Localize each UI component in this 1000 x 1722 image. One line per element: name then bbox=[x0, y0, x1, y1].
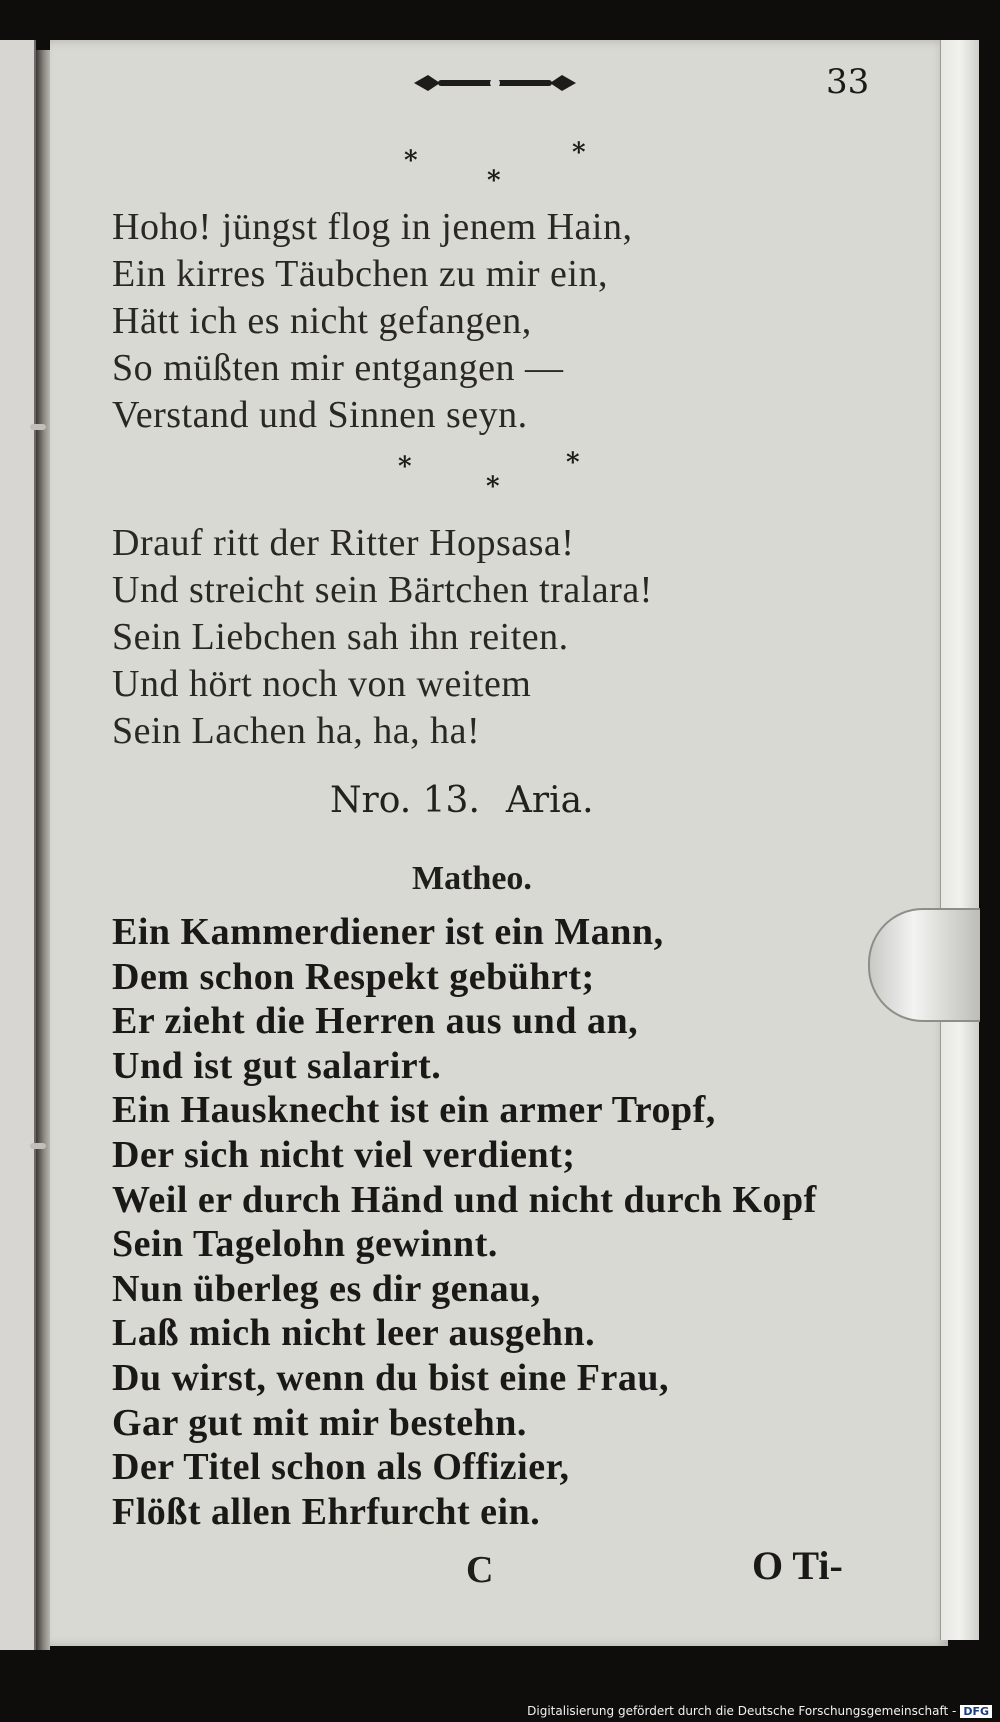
asterism: * bbox=[404, 146, 418, 176]
page-number: 33 bbox=[826, 62, 870, 102]
stanza-one bbox=[112, 204, 632, 439]
verse-line: Ein Kammerdiener ist ein Mann, bbox=[112, 911, 664, 953]
asterism: * bbox=[486, 472, 500, 502]
binding-stitch bbox=[30, 424, 46, 430]
asterism: * bbox=[572, 138, 586, 168]
signature-mark: C bbox=[466, 1549, 494, 1591]
binding-stitch bbox=[30, 1143, 46, 1149]
section-heading bbox=[330, 780, 620, 821]
verse-line: Er zieht die Herren aus und an, bbox=[112, 1000, 639, 1043]
verse-line: Ein kirres Täubchen zu mir ein, bbox=[112, 253, 608, 295]
digitization-credit bbox=[527, 1704, 992, 1718]
page-clip bbox=[868, 908, 980, 1022]
page-edge-stack bbox=[940, 40, 979, 1640]
verse-line: Hätt ich es nicht gefangen, bbox=[112, 300, 532, 342]
left-page-edge bbox=[0, 40, 36, 1650]
stanza-two bbox=[112, 520, 653, 755]
verse-line: Und streicht sein Bärtchen tralara! bbox=[112, 569, 653, 611]
verse-line: Dem schon Respekt gebührt; bbox=[112, 955, 595, 998]
verse-line: Ein Hausknecht ist ein armer Tropf, bbox=[112, 1089, 716, 1132]
book-gutter bbox=[36, 50, 50, 1650]
verse-line: Drauf ritt der Ritter Hopsasa! bbox=[112, 522, 575, 564]
verse-line: Du wirst, wenn du bist eine Frau, bbox=[112, 1356, 669, 1399]
speaker-name: Matheo. bbox=[412, 860, 532, 897]
verse-line: Und ist gut salarirt. bbox=[112, 1044, 442, 1087]
section-number: Nro. 13. bbox=[330, 780, 480, 821]
credit-text: Digitalisierung gefördert durch die Deutsche Forschungsgemeinschaft - bbox=[527, 1704, 957, 1718]
verse-line: Hoho! jüngst flog in jenem Hain, bbox=[112, 206, 633, 248]
verse-line: Und hört noch von weitem bbox=[112, 663, 532, 705]
header-ornament bbox=[410, 70, 580, 96]
verse-line: So müßten mir entgangen — bbox=[112, 347, 564, 389]
verse-line: Der Titel schon als Offizier, bbox=[112, 1446, 570, 1489]
verse-line: Nun überleg es dir genau, bbox=[112, 1267, 541, 1310]
verse-line: Weil er durch Händ und nicht durch Kopf bbox=[112, 1178, 817, 1221]
verse-line: Gar gut mit mir bestehn. bbox=[112, 1401, 527, 1444]
asterism: * bbox=[398, 452, 412, 482]
asterism: * bbox=[487, 166, 501, 196]
verse-line: Flößt allen Ehrfurcht ein. bbox=[112, 1490, 541, 1533]
verse-line: Laß mich nicht leer ausgehn. bbox=[112, 1312, 596, 1355]
catchword: O Ti- bbox=[752, 1543, 843, 1588]
verse-line: Verstand und Sinnen seyn. bbox=[112, 394, 528, 436]
verse-line: Sein Lachen ha, ha, ha! bbox=[112, 710, 481, 752]
aria-text bbox=[112, 910, 817, 1534]
verse-line: Sein Liebchen sah ihn reiten. bbox=[112, 616, 569, 658]
dfg-logo: DFG bbox=[960, 1705, 992, 1718]
verse-line: Sein Tagelohn gewinnt. bbox=[112, 1223, 498, 1266]
asterism: * bbox=[566, 448, 580, 478]
section-title: Aria. bbox=[505, 780, 594, 821]
verse-line: Der sich nicht viel verdient; bbox=[112, 1133, 576, 1176]
